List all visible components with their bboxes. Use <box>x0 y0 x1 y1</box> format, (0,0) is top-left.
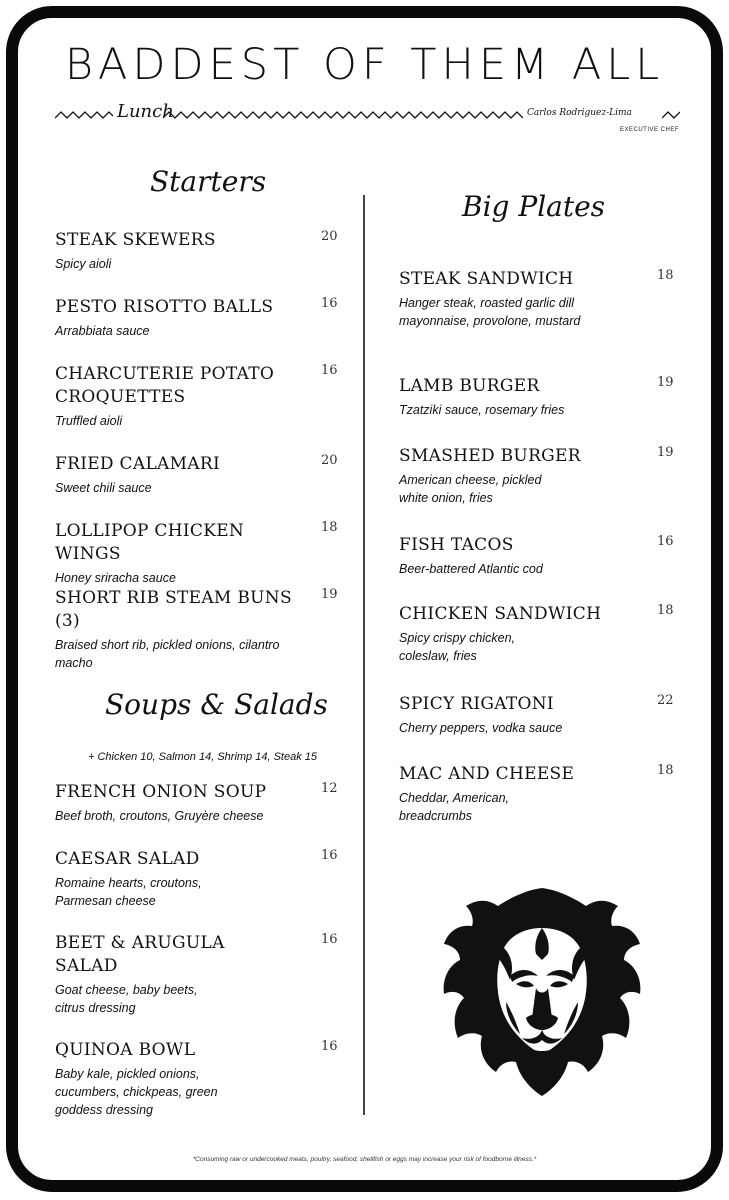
item-price: 18 <box>657 763 674 778</box>
item-name: FISH TACOS <box>399 535 514 555</box>
zigzag-divider-left <box>55 110 113 120</box>
menu-item <box>399 375 674 419</box>
menu-item <box>399 603 674 665</box>
section-heading-soups-salads: Soups & Salads <box>105 688 328 721</box>
item-description: Baby kale, pickled onions, cucumbers, chickpeas, green goddess dressing <box>55 1067 218 1117</box>
item-description: Beer-battered Atlantic cod <box>399 562 543 576</box>
menu-item <box>399 534 674 578</box>
menu-item <box>55 229 338 273</box>
item-price: 18 <box>321 520 338 535</box>
menu-item <box>55 932 338 1017</box>
item-description: Beef broth, croutons, Gruyère cheese <box>55 809 264 823</box>
zigzag-divider-middle <box>163 110 523 120</box>
menu-item <box>55 1039 338 1119</box>
menu-item <box>55 848 338 910</box>
item-description: Truffled aioli <box>55 414 123 428</box>
item-price: 16 <box>657 534 674 549</box>
menu-item <box>399 693 674 737</box>
item-price: 16 <box>321 296 338 311</box>
item-name: MAC AND CHEESE <box>399 764 575 784</box>
item-price: 19 <box>657 445 674 460</box>
menu-item <box>399 763 674 825</box>
item-name: FRIED CALAMARI <box>55 454 221 474</box>
item-price: 19 <box>657 375 674 390</box>
item-price: 18 <box>657 603 674 618</box>
menu-item <box>55 781 338 825</box>
item-description: Spicy crispy chicken, coleslaw, fries <box>399 631 516 663</box>
item-description: Braised short rib, pickled onions, cilantro macho <box>55 638 280 670</box>
item-name: SMASHED BURGER <box>399 446 581 466</box>
item-description: Hanger steak, roasted garlic dill mayonnaise, provolone, mustard <box>399 296 581 328</box>
item-name: FRENCH ONION SOUP <box>55 782 267 802</box>
item-name: QUINOA BOWL <box>55 1040 196 1060</box>
item-name: CHARCUTERIE POTATO CROQUETTES <box>55 364 275 407</box>
menu-item <box>55 453 338 497</box>
item-price: 16 <box>321 932 338 947</box>
menu-item <box>55 520 338 587</box>
item-description: Honey sriracha sauce <box>55 571 176 585</box>
meal-label: Lunch <box>117 101 174 122</box>
menu-item <box>55 296 338 340</box>
item-price: 20 <box>321 229 338 244</box>
item-name: LOLLIPOP CHICKEN WINGS <box>55 521 245 564</box>
item-name: STEAK SANDWICH <box>399 269 574 289</box>
item-price: 18 <box>657 268 674 283</box>
item-name: STEAK SKEWERS <box>55 230 216 250</box>
item-description: Spicy aioli <box>55 257 112 271</box>
item-description: Tzatziki sauce, rosemary fries <box>399 403 565 417</box>
item-description: Sweet chili sauce <box>55 481 152 495</box>
item-name: PESTO RISOTTO BALLS <box>55 297 274 317</box>
column-divider <box>363 195 365 1115</box>
item-description: Arrabbiata sauce <box>55 324 150 338</box>
food-safety-disclaimer: *Consuming raw or undercooked meats, poultry, seafood, shellfish or eggs may increase your risk of foodborne illness.* <box>192 1156 537 1163</box>
item-name: SHORT RIB STEAM BUNS (3) <box>55 588 292 631</box>
zigzag-divider-right <box>662 110 680 120</box>
item-price: 16 <box>321 363 338 378</box>
item-price: 20 <box>321 453 338 468</box>
menu-item <box>55 363 338 430</box>
item-name: CHICKEN SANDWICH <box>399 604 602 624</box>
section-heading-starters: Starters <box>150 165 267 198</box>
item-price: 22 <box>657 693 674 708</box>
item-price: 16 <box>321 848 338 863</box>
item-description: Cheddar, American, breadcrumbs <box>399 791 510 823</box>
chef-title: EXECUTIVE CHEF <box>620 127 680 133</box>
item-description: American cheese, pickled white onion, fries <box>399 473 542 505</box>
lion-head-icon <box>440 884 645 1099</box>
item-name: SPICY RIGATONI <box>399 694 554 714</box>
chef-name: Carlos Rodriguez-Lima <box>527 108 632 118</box>
menu-item <box>55 587 338 672</box>
item-name: BEET & ARUGULA SALAD <box>55 933 225 976</box>
item-description: Cherry peppers, vodka sauce <box>399 721 563 735</box>
item-name: LAMB BURGER <box>399 376 540 396</box>
item-price: 12 <box>321 781 338 796</box>
item-price: 16 <box>321 1039 338 1054</box>
item-price: 19 <box>321 587 338 602</box>
section-heading-big-plates: Big Plates <box>462 190 606 223</box>
protein-addons: + Chicken 10, Salmon 14, Shrimp 14, Steak 15 <box>88 751 317 763</box>
menu-title: BADDEST OF THEM ALL <box>64 40 665 90</box>
menu-item <box>399 268 674 330</box>
item-name: CAESAR SALAD <box>55 849 200 869</box>
item-description: Goat cheese, baby beets, citrus dressing <box>55 983 198 1015</box>
item-description: Romaine hearts, croutons, Parmesan cheese <box>55 876 202 908</box>
menu-item <box>399 445 674 507</box>
